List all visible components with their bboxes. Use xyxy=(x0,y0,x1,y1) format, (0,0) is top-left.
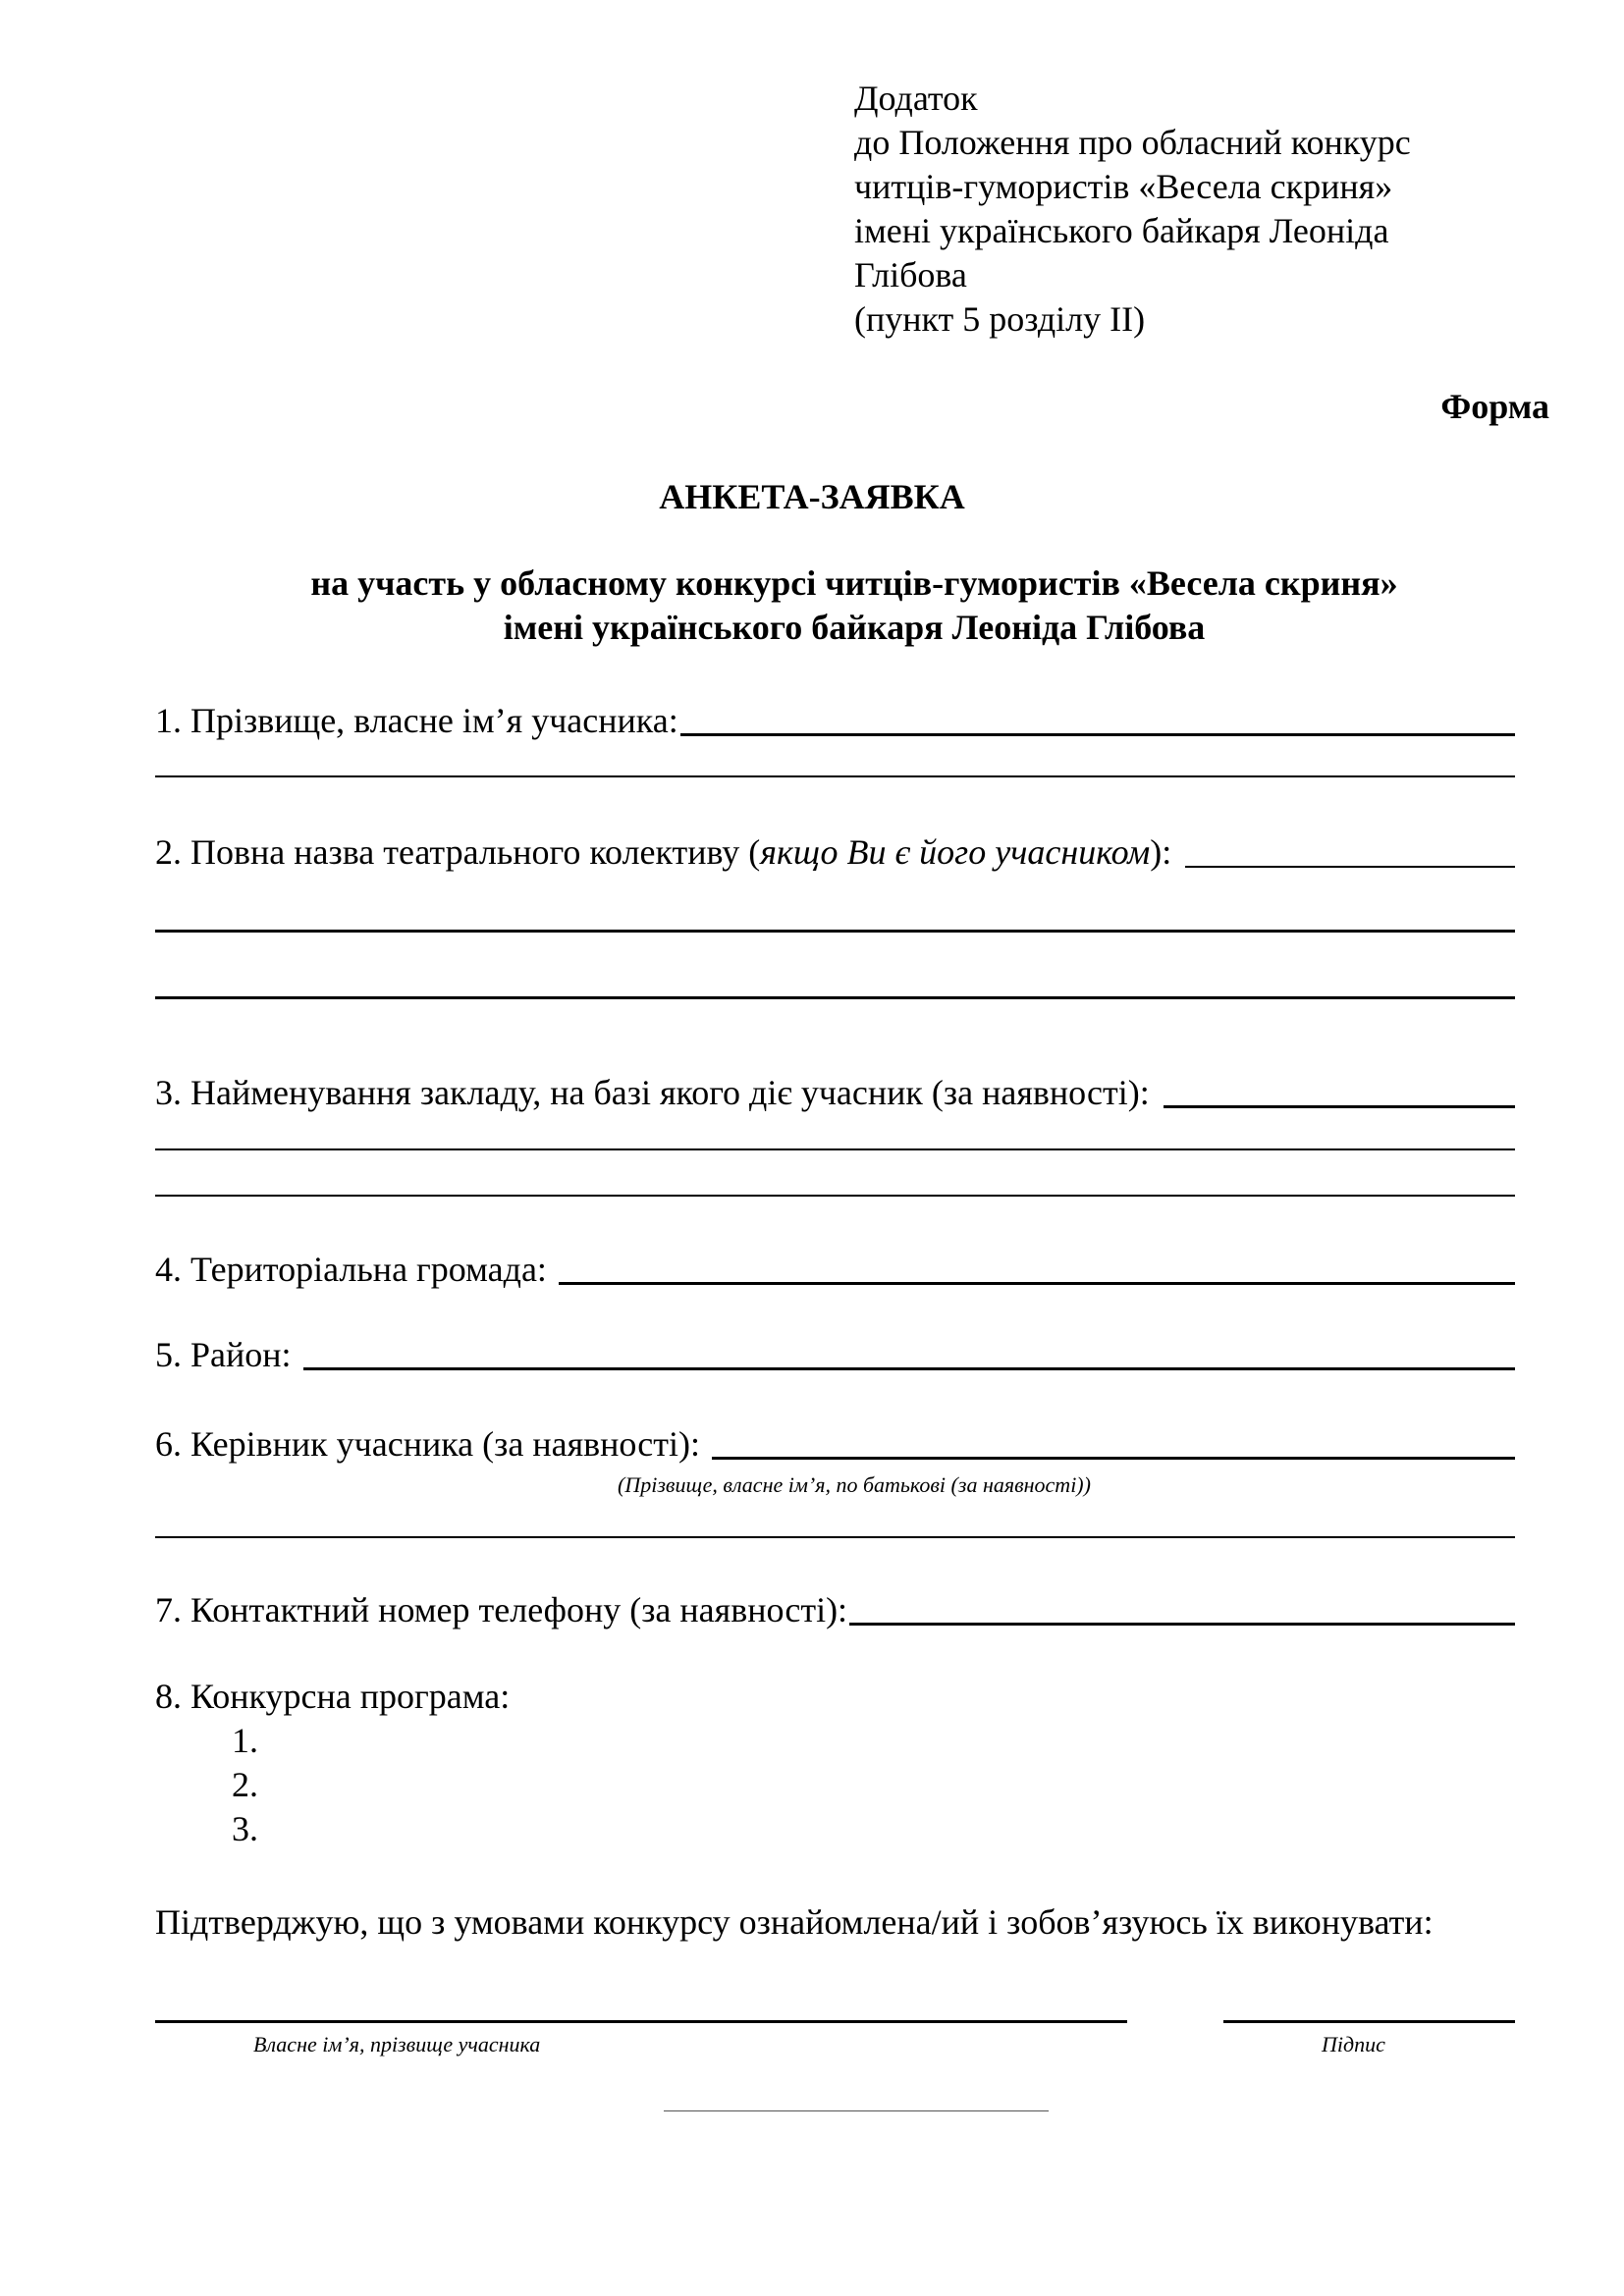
theatre-group-input-line-3[interactable] xyxy=(155,996,1515,999)
program-item-1: 1. xyxy=(232,1721,258,1760)
document-subtitle xyxy=(0,561,1624,650)
field-institution xyxy=(155,1073,1515,1112)
territorial-community-input-line[interactable] xyxy=(559,1282,1515,1285)
form-label: Форма xyxy=(1440,387,1549,426)
appendix-line-4: імені українського байкаря Леоніда xyxy=(854,211,1389,250)
participant-name-caption: Власне ім’я, прізвище учасника xyxy=(253,2032,541,2056)
field-participant-name-label: 1. Прізвище, власне ім’я учасника: xyxy=(155,701,678,740)
institution-input-line-2[interactable] xyxy=(155,1148,1515,1150)
appendix-line-1: Додаток xyxy=(854,79,978,118)
supervisor-input-line[interactable] xyxy=(712,1457,1515,1460)
field-district-label: 5. Район: xyxy=(155,1335,292,1374)
field-district xyxy=(155,1335,1515,1374)
subtitle-line-2: імені українського байкаря Леоніда Глібова xyxy=(503,608,1206,647)
participant-name-input-line-2[interactable] xyxy=(155,775,1515,777)
supervisor-hint: (Прізвище, власне ім’я, по батькові (за наявності)) xyxy=(618,1472,1091,1497)
signature-caption: Підпис xyxy=(1322,2032,1385,2056)
appendix-line-5: Глібова xyxy=(854,255,967,294)
participant-name-signature-line[interactable] xyxy=(155,2020,1127,2023)
field-supervisor xyxy=(155,1424,1515,1464)
field-theatre-group-label: 2. Повна назва театрального колективу (якщо Ви є його учасником): xyxy=(155,832,1172,872)
confirmation-text: Підтверджую, що з умовами конкурсу ознайомлена/ий і зобов’язуюсь їх виконувати: xyxy=(155,1902,1434,1942)
bottom-divider xyxy=(664,2110,1049,2111)
competition-program-label: 8. Конкурсна програма: xyxy=(155,1677,511,1716)
program-item-3: 3. xyxy=(232,1809,258,1848)
field-institution-label: 3. Найменування закладу, на базі якого діє учасник (за наявності): xyxy=(155,1073,1150,1112)
field-supervisor-label: 6. Керівник учасника (за наявності): xyxy=(155,1424,701,1464)
institution-input-line[interactable] xyxy=(1164,1105,1515,1108)
subtitle-line-1: на участь у обласному конкурсі читців-гумористів «Весела скриня» xyxy=(310,563,1398,603)
competition-program xyxy=(155,1675,510,1851)
document-title: АНКЕТА-ЗАЯВКА xyxy=(659,477,965,516)
appendix-block xyxy=(854,77,1561,342)
supervisor-input-line-2[interactable] xyxy=(155,1536,1515,1538)
phone-input-line[interactable] xyxy=(849,1623,1515,1626)
field-theatre-group xyxy=(155,832,1515,872)
participant-name-input-line[interactable] xyxy=(680,733,1515,736)
field-participant-name xyxy=(155,701,1515,740)
theatre-group-input-line[interactable] xyxy=(1185,866,1515,868)
field-theatre-group-hint: якщо Ви є його учасником xyxy=(760,832,1151,872)
appendix-line-3: читців-гумористів «Весела скриня» xyxy=(854,167,1393,206)
district-input-line[interactable] xyxy=(303,1367,1515,1370)
field-phone xyxy=(155,1590,1515,1629)
field-territorial-community-label: 4. Територіальна громада: xyxy=(155,1250,547,1289)
field-territorial-community xyxy=(155,1250,1515,1289)
signature-line[interactable] xyxy=(1223,2020,1515,2023)
theatre-group-input-line-2[interactable] xyxy=(155,930,1515,933)
appendix-line-6: (пункт 5 розділу ІІ) xyxy=(854,299,1146,339)
appendix-line-2: до Положення про обласний конкурс xyxy=(854,123,1411,162)
program-item-2: 2. xyxy=(232,1765,258,1804)
institution-input-line-3[interactable] xyxy=(155,1195,1515,1197)
field-phone-label: 7. Контактний номер телефону (за наявності): xyxy=(155,1590,848,1629)
